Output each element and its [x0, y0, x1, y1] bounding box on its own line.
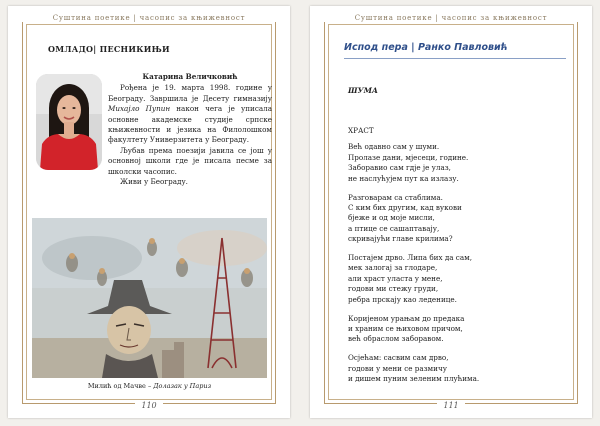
poem-line: ребра прскају као леденице.	[348, 294, 457, 304]
right-running-head	[310, 14, 592, 22]
poem	[348, 126, 568, 393]
poem-line: С ким бих другим, кад вукови	[348, 202, 462, 212]
running-head-text: Суштина поетике | часопис за књижевност	[49, 14, 250, 22]
bio-text-1a: Рођена је 19. марта 1998. године у Београду. Завршила је Десету гимназију	[108, 83, 272, 103]
poem-stanza	[348, 353, 568, 384]
bio-text-1b: након чега је уписала основне академске студије српске књижевности и језика на Филолошком факултету Универзитета у Београду.	[108, 104, 272, 145]
poem-line: Осјећам: сасвим сам дрво,	[348, 353, 449, 363]
poem-stanza	[348, 253, 568, 305]
poem-line: бјеже и од моје мисли,	[348, 213, 435, 223]
left-page-number-text: 110	[135, 401, 162, 410]
poem-line: а птице се сашаптавају,	[348, 223, 440, 233]
poem-title: ХРАСТ	[348, 126, 374, 135]
author-bio	[108, 72, 272, 187]
poem-cycle-title: ШУМА	[348, 86, 379, 95]
column-heading-rule	[344, 58, 566, 59]
author-name: Катарина Величковић	[142, 72, 238, 81]
bio-paragraph-3: Живи у Београду.	[120, 177, 188, 187]
poem-line: Разговарам са стаблима.	[348, 192, 443, 202]
poem-line: годови ми стежу груди,	[348, 284, 439, 294]
poem-line: не наслућујем пут ка излазу.	[348, 173, 459, 183]
poem-line: и дишем пуним зеленим плућима.	[348, 374, 480, 384]
poem-line: Коријеном урањам до предака	[348, 313, 465, 323]
poem-stanza	[348, 193, 568, 245]
right-page	[310, 6, 592, 418]
poem-line: али храст уласта у мене,	[348, 273, 443, 283]
left-page-number	[8, 401, 290, 410]
running-head-text: Суштина поетике | часопис за књижевност	[351, 14, 552, 22]
section-title: ОМЛАДО| ПЕСНИКИЊИ	[48, 44, 170, 54]
poem-line: Пролазе дани, мјесеци, године.	[348, 152, 469, 162]
painting-image	[32, 218, 267, 378]
painting-caption	[32, 382, 267, 390]
author-portrait	[36, 74, 102, 170]
poem-line: мек залогај за глодаре,	[348, 263, 438, 273]
poem-line: и храним се њиховом причом,	[348, 324, 463, 333]
poem-stanzas	[348, 142, 568, 384]
poem-stanza	[348, 142, 568, 184]
right-page-number	[310, 401, 592, 410]
caption-title: Долазак у Париз	[153, 382, 212, 390]
poem-line: годови у мени се размичу	[348, 363, 447, 373]
bio-paragraph-2: Љубав према поезији јавила се још у основној школи где је писала песме за школски часопис.	[108, 145, 272, 176]
poem-line: већ обраслом заборавом.	[348, 334, 444, 344]
painting	[32, 218, 267, 378]
caption-author: Милић од Мачве –	[87, 382, 154, 390]
portrait-image	[36, 74, 102, 170]
poem-stanza	[348, 314, 568, 345]
poem-line: Већ одавно сам у шуми.	[348, 142, 440, 152]
left-page	[8, 6, 290, 418]
column-heading: Испод пера | Ранко Павловић	[344, 42, 508, 53]
bio-school-name: Михајло Пупин	[108, 104, 171, 114]
right-page-number-text: 111	[437, 401, 464, 410]
bio-paragraph-1	[108, 83, 272, 145]
poem-line: скривајући главе крилима?	[348, 234, 453, 244]
poem-line: Постајем дрво. Липа бих да сам,	[348, 253, 472, 263]
left-running-head	[8, 14, 290, 22]
poem-line: Заборавио сам гдје је улаз,	[348, 163, 451, 173]
